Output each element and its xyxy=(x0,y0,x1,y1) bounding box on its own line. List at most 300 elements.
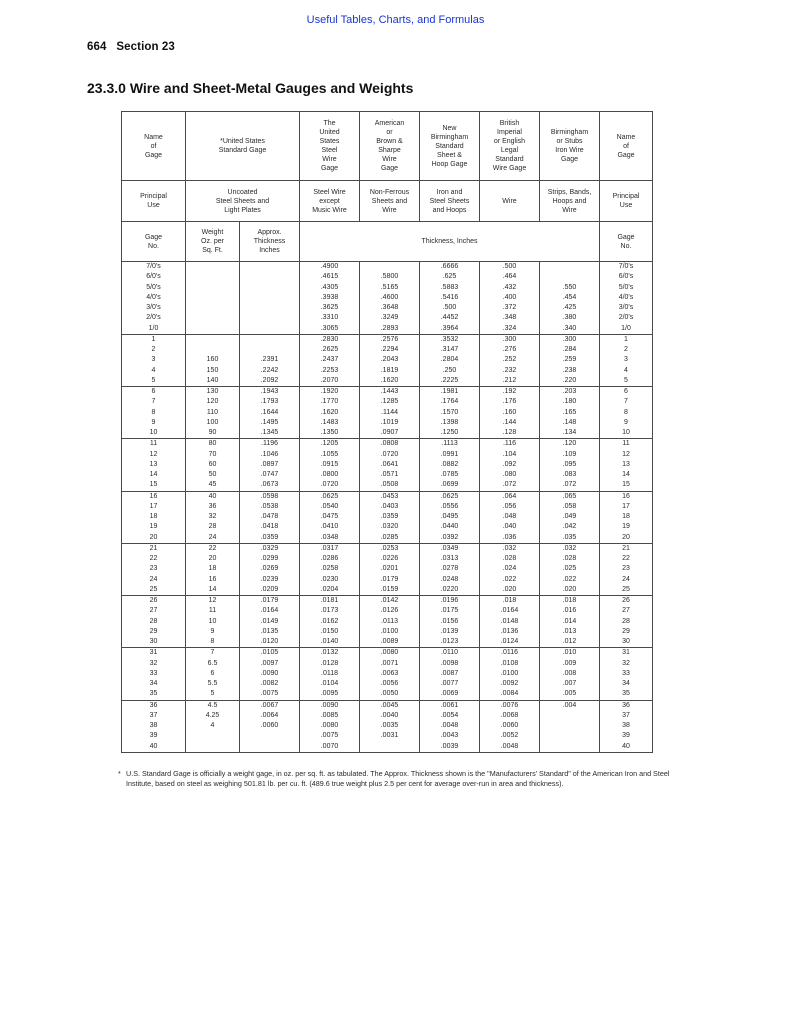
gage-no-right: 36 xyxy=(622,701,630,709)
british-imperial: .0068 xyxy=(500,711,519,719)
american-gage: .2294 xyxy=(380,346,399,353)
gage-no: 8 xyxy=(151,408,156,416)
new-birmingham: .5883 xyxy=(440,283,459,291)
gage-no-right: 21 xyxy=(622,544,630,552)
new-birmingham-cell xyxy=(420,334,480,386)
gage-no: 30 xyxy=(149,638,158,645)
gage-no: 7 xyxy=(151,398,156,406)
american-gage: .0031 xyxy=(380,732,399,740)
gage-no-right: 5 xyxy=(624,376,628,384)
footnote xyxy=(118,769,681,789)
new-birmingham: .3964 xyxy=(440,324,459,332)
british-imperial: .040 xyxy=(502,523,517,531)
gage-no: 17 xyxy=(149,502,158,510)
use-british: Wire xyxy=(480,181,540,222)
weight-value: 12 xyxy=(208,597,217,604)
approx-thickness: .1345 xyxy=(260,429,279,436)
gage-no-right: 7/0's xyxy=(618,263,634,270)
approx-thickness xyxy=(240,262,299,272)
british-imperial: .0076 xyxy=(500,701,519,709)
gage-no-right-cell xyxy=(600,596,653,648)
gage-no-right: 28 xyxy=(622,617,630,625)
gage-no-right: 40 xyxy=(622,742,630,750)
approx-thickness: .1046 xyxy=(260,450,279,458)
new-birmingham: .0043 xyxy=(440,732,459,740)
american-gage: .0808 xyxy=(380,440,399,448)
header-gage-no-left: Gage No. xyxy=(122,222,186,262)
approx-thickness: .1495 xyxy=(260,418,279,426)
american-gage: .0045 xyxy=(380,701,399,709)
gage-no-right-cell xyxy=(600,491,653,543)
new-birmingham: .0054 xyxy=(440,711,459,719)
gage-no: 34 xyxy=(149,680,158,687)
new-birmingham: .0069 xyxy=(440,690,459,698)
american-gage: .0179 xyxy=(380,575,399,583)
weight-value: 6 xyxy=(210,669,215,677)
new-birmingham: .0110 xyxy=(441,649,458,657)
us-steel-wire: .0118 xyxy=(321,669,338,677)
gauge-table xyxy=(121,111,653,753)
use-new-birmingham: Iron and Steel Sheets and Hoops xyxy=(420,181,480,222)
header-british: British Imperial or English Legal Standard Wire Gage xyxy=(480,112,540,181)
page-header xyxy=(87,41,175,53)
gage-no-right: 10 xyxy=(622,429,630,436)
british-imperial: .028 xyxy=(502,555,517,562)
british-imperial: .0164 xyxy=(500,607,519,615)
weight-value: 8 xyxy=(210,638,215,645)
gage-no: 3 xyxy=(151,356,156,364)
birmingham-stubs xyxy=(540,731,599,741)
weight-value: 45 xyxy=(208,481,217,489)
approx-thickness xyxy=(240,272,299,282)
american-gage: .0253 xyxy=(380,544,399,552)
gage-no: 19 xyxy=(149,523,158,531)
gage-no: 20 xyxy=(149,533,158,541)
us-steel-wire: .1205 xyxy=(320,440,339,448)
weight-value xyxy=(186,731,239,741)
use-us-steel-wire: Steel Wire except Music Wire xyxy=(300,181,360,222)
new-birmingham: .1113 xyxy=(441,440,458,448)
us-steel-wire-cell xyxy=(300,439,360,491)
us-steel-wire: .0317 xyxy=(320,544,339,552)
approx-thickness: .0269 xyxy=(260,565,279,573)
birmingham-stubs: .065 xyxy=(562,492,577,500)
birmingham-stubs-cell xyxy=(540,439,600,491)
new-birmingham: .3147 xyxy=(440,346,459,353)
american-gage: .0040 xyxy=(380,711,399,719)
american-gage: .0201 xyxy=(380,565,399,573)
us-steel-wire-cell xyxy=(300,262,360,335)
weight-value xyxy=(186,272,239,282)
weight-value: 11 xyxy=(208,607,217,615)
approx-thickness: .0105 xyxy=(260,649,279,657)
approx-thickness: .0060 xyxy=(260,722,279,729)
gage-no-right: 24 xyxy=(622,575,630,583)
gage-no-cell xyxy=(122,439,186,491)
us-steel-wire: .0104 xyxy=(320,680,339,687)
american-gage: .0453 xyxy=(380,492,399,500)
us-steel-wire: .1620 xyxy=(320,408,339,416)
american-gage-cell xyxy=(360,334,420,386)
gage-no: 31 xyxy=(149,649,158,657)
use-american: Non-Ferrous Sheets and Wire xyxy=(360,181,420,222)
us-steel-wire-cell xyxy=(300,387,360,439)
gage-no: 18 xyxy=(149,513,158,520)
birmingham-stubs: .425 xyxy=(562,304,577,311)
british-imperial: .192 xyxy=(502,388,517,395)
new-birmingham: .5416 xyxy=(440,293,459,301)
gage-no-right: 4/0's xyxy=(618,293,634,301)
new-birmingham: .0882 xyxy=(440,460,459,468)
gage-no-right: 3 xyxy=(624,356,628,364)
approx-thickness: .0209 xyxy=(260,585,279,593)
american-gage: .1144 xyxy=(381,408,398,416)
use-us-standard: Uncoated Steel Sheets and Light Plates xyxy=(186,181,300,222)
table-row-group xyxy=(122,387,653,439)
section-label: Section 23 xyxy=(116,41,175,53)
weight-value: 110 xyxy=(206,408,219,416)
british-imperial: .0092 xyxy=(500,680,519,687)
american-gage: .0571 xyxy=(380,471,399,478)
american-gage: .0063 xyxy=(380,669,399,677)
new-birmingham: .6666 xyxy=(440,263,459,270)
gage-no-cell xyxy=(122,648,186,700)
gage-no-right: 8 xyxy=(624,408,628,416)
approx-thickness-cell xyxy=(240,648,300,700)
american-gage: .2043 xyxy=(380,356,399,364)
table-row-group xyxy=(122,439,653,491)
us-steel-wire: .0540 xyxy=(320,502,339,510)
weight-value: 4.25 xyxy=(205,711,220,719)
weight-value: 28 xyxy=(208,523,217,531)
approx-thickness: .2391 xyxy=(260,356,279,364)
new-birmingham: .0156 xyxy=(440,617,459,625)
new-birmingham: .0248 xyxy=(440,575,459,583)
british-imperial: .464 xyxy=(502,273,517,281)
us-steel-wire: .0140 xyxy=(320,638,339,645)
header-thickness-inches: Thickness, Inches xyxy=(300,222,600,262)
american-gage-cell xyxy=(360,262,420,335)
us-steel-wire: .4900 xyxy=(320,263,339,270)
american-gage: .3648 xyxy=(380,304,399,311)
birmingham-stubs: .072 xyxy=(562,481,577,489)
birmingham-stubs: .020 xyxy=(562,585,577,593)
approx-thickness: .1196 xyxy=(261,440,278,448)
us-steel-wire: .0915 xyxy=(320,460,339,468)
new-birmingham: .0077 xyxy=(440,680,459,687)
american-gage-cell xyxy=(360,387,420,439)
us-steel-wire: .0090 xyxy=(320,701,339,709)
approx-thickness-cell xyxy=(240,596,300,648)
new-birmingham: .0495 xyxy=(440,513,459,520)
weight-value: 18 xyxy=(208,565,217,573)
birmingham-stubs xyxy=(540,262,599,272)
american-gage: .1443 xyxy=(380,388,399,395)
us-steel-wire-cell xyxy=(300,491,360,543)
gage-no: 33 xyxy=(149,669,158,677)
new-birmingham: .0220 xyxy=(440,585,459,593)
header-american: American or Brown & Sharpe Wire Gage xyxy=(360,112,420,181)
british-imperial: .104 xyxy=(502,450,517,458)
us-steel-wire-cell xyxy=(300,543,360,595)
us-steel-wire: .0181 xyxy=(320,597,339,604)
birmingham-stubs: .340 xyxy=(562,324,577,332)
gage-no-right: 27 xyxy=(622,607,630,615)
new-birmingham: .250 xyxy=(442,366,457,374)
weight-value xyxy=(186,335,239,345)
approx-thickness-cell xyxy=(240,700,300,752)
gage-no-right: 23 xyxy=(622,565,630,573)
birmingham-stubs: .165 xyxy=(562,408,577,416)
birmingham-stubs: .010 xyxy=(562,649,577,657)
header-principal-right: Principal Use xyxy=(600,181,653,222)
us-steel-wire: .0080 xyxy=(320,722,339,729)
gage-no: 37 xyxy=(149,711,158,719)
gage-no-cell xyxy=(122,491,186,543)
british-imperial: .160 xyxy=(502,408,517,416)
approx-thickness-cell xyxy=(240,491,300,543)
us-steel-wire: .0286 xyxy=(320,555,339,562)
american-gage: .5800 xyxy=(380,273,399,281)
gage-no-right: 11 xyxy=(622,440,630,448)
weight-value: 36 xyxy=(208,502,217,510)
british-imperial: .018 xyxy=(502,597,517,604)
gage-no-right: 6/0's xyxy=(618,273,634,281)
us-steel-wire: .0173 xyxy=(320,607,339,615)
approx-thickness xyxy=(240,313,299,323)
birmingham-stubs: .004 xyxy=(562,701,577,709)
birmingham-stubs: .180 xyxy=(562,398,577,406)
american-gage: .0720 xyxy=(380,450,399,458)
american-gage: .0089 xyxy=(380,638,399,645)
page-number: 664 xyxy=(87,41,107,53)
weight-value: 4.5 xyxy=(207,701,218,709)
new-birmingham: .0175 xyxy=(440,607,459,615)
british-imperial: .276 xyxy=(502,346,517,353)
new-birmingham: .0278 xyxy=(440,565,459,573)
gage-no: 39 xyxy=(149,732,158,740)
gage-no: 32 xyxy=(149,659,158,667)
american-gage-cell xyxy=(360,439,420,491)
weight-value-cell xyxy=(186,387,240,439)
new-birmingham: .0392 xyxy=(440,533,459,541)
gage-no-right: 3/0's xyxy=(618,304,634,311)
gage-no: 5 xyxy=(151,376,156,384)
american-gage: .5165 xyxy=(380,283,399,291)
birmingham-stubs: .022 xyxy=(562,575,577,583)
weight-value: 22 xyxy=(208,544,217,552)
weight-value xyxy=(186,262,239,272)
new-birmingham-cell xyxy=(420,439,480,491)
gage-no-cell xyxy=(122,334,186,386)
gage-no: 26 xyxy=(149,597,158,604)
gage-no: 13 xyxy=(149,460,158,468)
gage-no: 11 xyxy=(149,440,158,448)
section-title: 23.3.0 Wire and Sheet-Metal Gauges and Weights xyxy=(87,80,414,96)
header-new-birmingham: New Birmingham Standard Sheet & Hoop Gage xyxy=(420,112,480,181)
approx-thickness: .0538 xyxy=(260,502,279,510)
weight-value xyxy=(186,742,239,752)
weight-value: 80 xyxy=(208,440,217,448)
british-imperial: .324 xyxy=(502,324,517,332)
gage-no: 23 xyxy=(149,565,158,573)
new-birmingham: .4452 xyxy=(440,314,459,322)
us-steel-wire: .0625 xyxy=(320,492,339,500)
british-imperial-cell xyxy=(480,543,540,595)
us-steel-wire: .0128 xyxy=(320,659,339,667)
us-steel-wire: .0204 xyxy=(320,585,339,593)
gage-no-cell xyxy=(122,387,186,439)
gage-no: 36 xyxy=(149,701,158,709)
american-gage-cell xyxy=(360,491,420,543)
american-gage: .2893 xyxy=(380,324,399,332)
table-row-group xyxy=(122,334,653,386)
gage-no: 6/0's xyxy=(146,273,161,281)
gage-no-right: 35 xyxy=(622,690,630,698)
weight-value xyxy=(186,345,239,355)
us-steel-wire: .3625 xyxy=(320,304,339,311)
us-steel-wire: .1055 xyxy=(320,450,339,458)
weight-value: 24 xyxy=(208,533,217,541)
header-birmingham-stubs: Birmingham or Stubs Iron Wire Gage xyxy=(540,112,600,181)
weight-value: 20 xyxy=(208,555,217,562)
weight-value-cell xyxy=(186,648,240,700)
american-gage: .0159 xyxy=(380,585,399,593)
british-imperial: .252 xyxy=(502,356,517,364)
approx-thickness: .0149 xyxy=(260,617,279,625)
table-row-group xyxy=(122,491,653,543)
approx-thickness: .0064 xyxy=(260,711,279,719)
approx-thickness: .0329 xyxy=(260,544,279,552)
new-birmingham: .0139 xyxy=(440,627,459,635)
new-birmingham: .0556 xyxy=(440,502,459,510)
new-birmingham: .625 xyxy=(442,273,457,281)
weight-value: 90 xyxy=(208,429,217,436)
british-imperial: .232 xyxy=(502,366,517,374)
gage-no-right: 4 xyxy=(624,366,628,374)
new-birmingham-cell xyxy=(420,648,480,700)
gage-no-right: 37 xyxy=(622,711,630,719)
american-gage: .0126 xyxy=(380,607,399,615)
american-gage: .0641 xyxy=(380,460,399,468)
table-row-group xyxy=(122,543,653,595)
american-gage: .0100 xyxy=(380,627,399,635)
american-gage: .1819 xyxy=(380,366,399,374)
weight-value: 14 xyxy=(208,585,217,593)
birmingham-stubs: .005 xyxy=(562,690,577,698)
weight-value: 16 xyxy=(208,575,217,583)
new-birmingham: .0048 xyxy=(440,722,459,729)
british-imperial: .056 xyxy=(502,502,517,510)
approx-thickness-cell xyxy=(240,439,300,491)
gage-no-right: 20 xyxy=(622,533,630,541)
british-imperial: .372 xyxy=(502,304,517,311)
gage-no-right: 15 xyxy=(622,481,630,489)
british-imperial: .176 xyxy=(502,398,517,406)
american-gage: .0508 xyxy=(380,481,399,489)
us-steel-wire: .1350 xyxy=(320,429,339,436)
gage-no-cell xyxy=(122,543,186,595)
gage-no: 2/0's xyxy=(146,314,161,322)
us-steel-wire: .0720 xyxy=(320,481,339,489)
weight-value: 40 xyxy=(208,492,217,500)
gage-no: 5/0's xyxy=(146,283,161,291)
header-gage-no-right: Gage No. xyxy=(600,222,653,262)
american-gage: .0907 xyxy=(380,429,399,436)
footnote-text: U.S. Standard Gage is officially a weight gage, in oz. per sq. ft. as tabulated. The Approx. Thickness shown is the "Manufacturers' Standard" of the American Iron and Steel Institute, based on steel as weighing 501.81 lb. per cu. ft. (489.6 true weight plus 2.5 per cent for average over-run in area and thickness). xyxy=(126,769,670,788)
approx-thickness: .1644 xyxy=(260,408,279,416)
birmingham-stubs-cell xyxy=(540,700,600,752)
birmingham-stubs: .018 xyxy=(562,597,577,604)
gage-no-right: 19 xyxy=(622,523,630,531)
british-imperial: .0124 xyxy=(500,638,519,645)
weight-value xyxy=(186,283,239,293)
approx-thickness-cell xyxy=(240,543,300,595)
approx-thickness: .0067 xyxy=(260,701,279,709)
gage-no-cell xyxy=(122,262,186,335)
gage-no-right-cell xyxy=(600,648,653,700)
gage-no-right: 14 xyxy=(622,471,630,478)
british-imperial-cell xyxy=(480,700,540,752)
new-birmingham: .0785 xyxy=(440,471,459,478)
approx-thickness: .2242 xyxy=(260,366,279,374)
birmingham-stubs: .550 xyxy=(562,283,577,291)
american-gage: .0403 xyxy=(380,502,399,510)
gage-no-right: 32 xyxy=(622,659,630,667)
british-imperial: .080 xyxy=(502,471,517,478)
approx-thickness-cell xyxy=(240,334,300,386)
birmingham-stubs: .032 xyxy=(562,544,577,552)
new-birmingham: .0196 xyxy=(440,597,459,604)
gage-no-right-cell xyxy=(600,334,653,386)
approx-thickness: .0120 xyxy=(260,638,279,645)
british-imperial: .048 xyxy=(502,513,517,520)
gage-no-right: 7 xyxy=(624,398,628,406)
approx-thickness: .0299 xyxy=(260,555,279,562)
weight-value: 6.5 xyxy=(207,659,218,667)
british-imperial-cell xyxy=(480,648,540,700)
american-gage: .1285 xyxy=(380,398,399,406)
british-imperial: .0108 xyxy=(500,659,519,667)
american-gage: .0113 xyxy=(381,617,398,625)
british-imperial: .064 xyxy=(502,492,517,500)
new-birmingham: .1764 xyxy=(440,398,459,406)
gage-no: 27 xyxy=(149,607,158,615)
approx-thickness: .0179 xyxy=(260,597,279,604)
birmingham-stubs xyxy=(540,272,599,282)
birmingham-stubs: .058 xyxy=(562,502,577,510)
approx-thickness: .0075 xyxy=(260,690,279,698)
gage-no-right: 39 xyxy=(622,732,630,740)
us-steel-wire: .2830 xyxy=(320,335,339,343)
useful-tables-link[interactable]: Useful Tables, Charts, and Formulas xyxy=(306,14,485,26)
weight-value: 10 xyxy=(208,617,217,625)
new-birmingham: .0625 xyxy=(440,492,459,500)
american-gage: .0142 xyxy=(380,597,399,604)
birmingham-stubs: .380 xyxy=(562,314,577,322)
header-principal-left: Principal Use xyxy=(122,181,186,222)
us-steel-wire: .0075 xyxy=(320,732,339,740)
header-weight: Weight Oz. per Sq. Ft. xyxy=(186,222,240,262)
approx-thickness: .1943 xyxy=(260,388,279,395)
gage-no: 14 xyxy=(149,471,158,478)
gage-no-right-cell xyxy=(600,439,653,491)
american-gage: .0050 xyxy=(380,690,399,698)
birmingham-stubs: .134 xyxy=(562,429,577,436)
gage-no-right: 38 xyxy=(622,722,630,729)
american-gage: .1019 xyxy=(380,418,399,426)
birmingham-stubs-cell xyxy=(540,648,600,700)
